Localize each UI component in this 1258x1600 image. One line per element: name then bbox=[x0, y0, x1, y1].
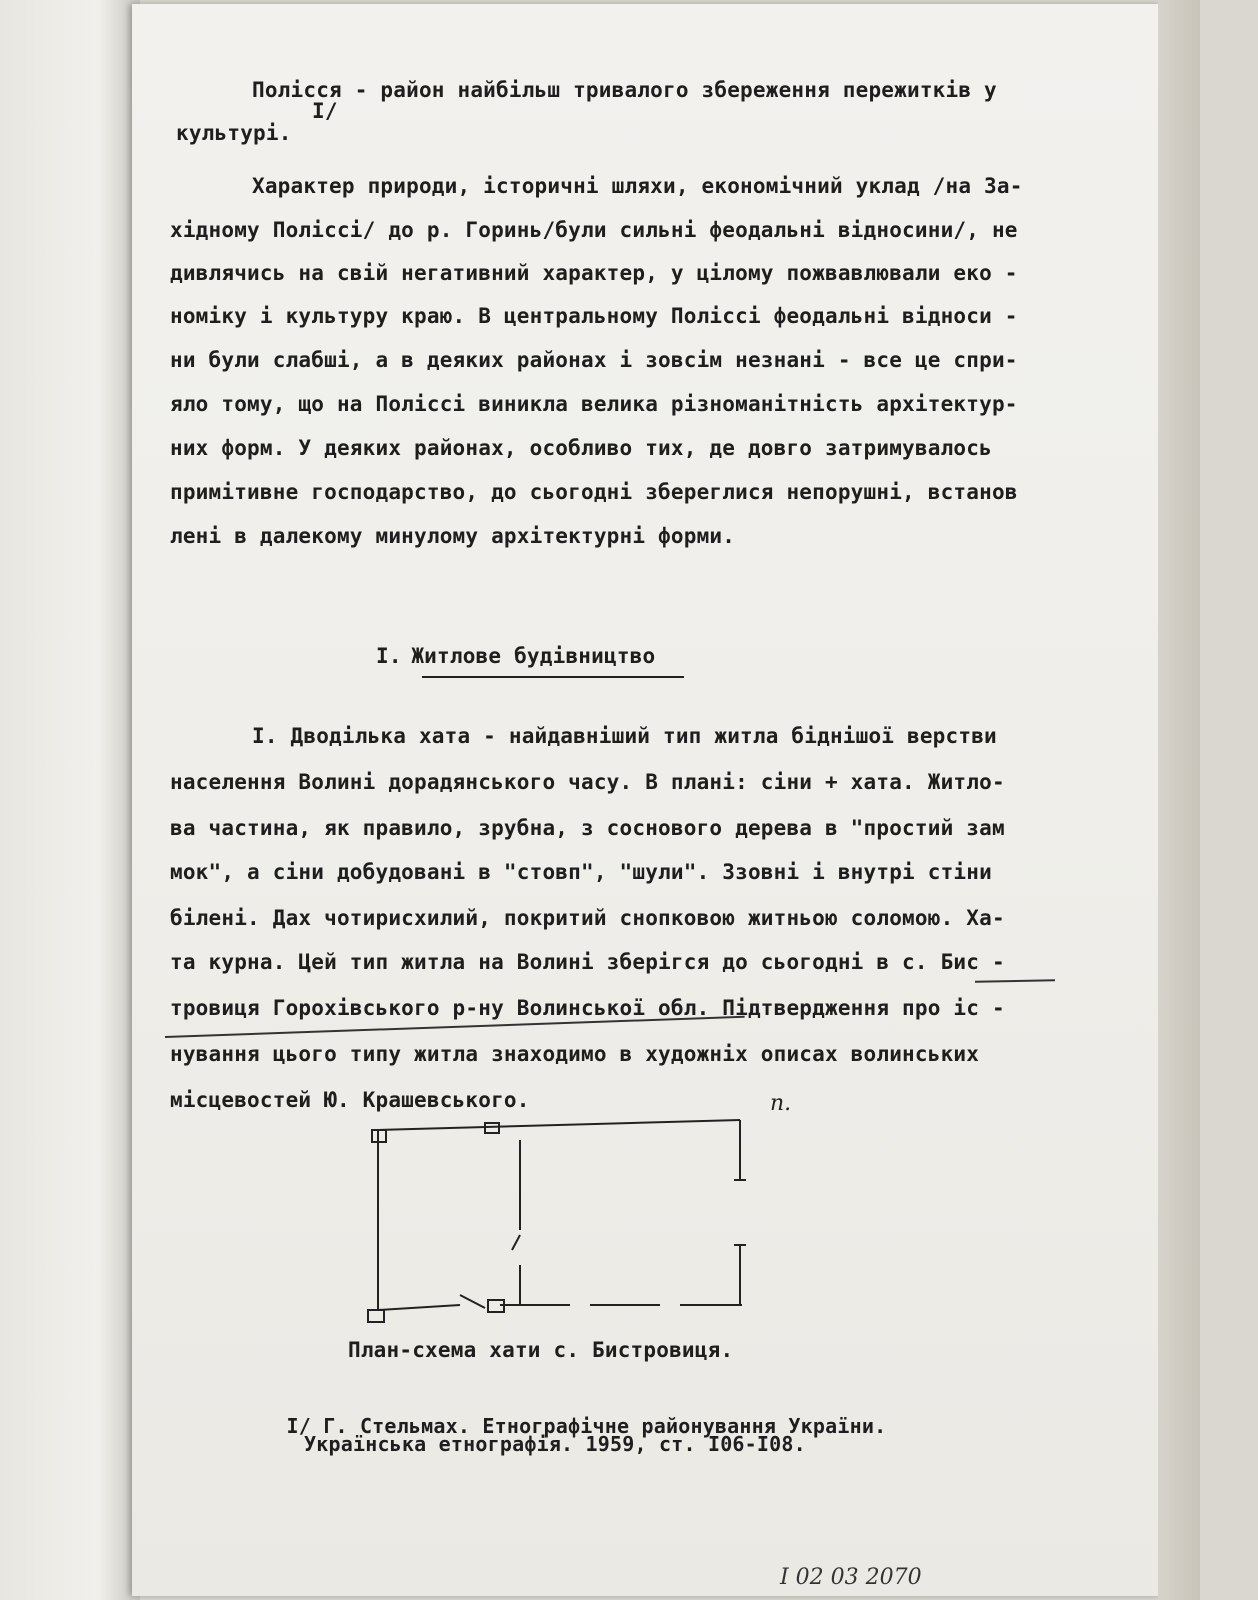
paragraph1-line: примітивне господарство, до сьогодні збереглися непорушні, встанов bbox=[170, 480, 1018, 504]
house-floor-plan bbox=[360, 1091, 792, 1330]
left-facing-page bbox=[0, 0, 140, 1600]
paragraph2-line: ва частина, як правило, зрубна, з соснового дерева в "простий зам bbox=[170, 816, 1005, 840]
figure-caption: План-схема хати с. Бистровиця. bbox=[348, 1338, 734, 1362]
plan-corner-post bbox=[368, 1310, 384, 1322]
paragraph1-line: ни були слабші, а в деяких районах і зовсім незнані - все це спри- bbox=[170, 348, 1018, 372]
intro-footnote-marker: I/ bbox=[312, 99, 338, 123]
section-title-underline bbox=[422, 676, 684, 678]
section-number: I. bbox=[376, 644, 402, 668]
footnote-line-1 bbox=[262, 1396, 1172, 1436]
paragraph1-line: дивлячись на свій негативний характер, у цілому пожвавлювали еко - bbox=[170, 261, 1018, 285]
section-heading bbox=[376, 646, 655, 667]
paragraph1-line: номіку і культуру краю. В центральному Поліссі феодальні відноси - bbox=[170, 304, 1018, 328]
plan-entrance-door bbox=[460, 1295, 485, 1308]
paragraph2-line: мок", а сіни добудовані в "стовп", "шули". Ззовні і внутрі стіни bbox=[170, 860, 992, 884]
plan-door-swing bbox=[512, 1235, 520, 1250]
paragraph2-line: тровиця Горохівського р-ну Волинської обл. Підтвердження про іс - bbox=[170, 996, 1005, 1020]
footnote-marker: I/ bbox=[286, 1414, 311, 1438]
paragraph1-line: лені в далекому минулому архітектурні форми. bbox=[170, 524, 736, 548]
paragraph2-line: білені. Дах чотирисхилий, покритий снопковою житньою соломою. Ха- bbox=[170, 906, 1005, 930]
svg-text:п.: п. bbox=[770, 1091, 792, 1116]
paragraph2-line: I. Дводілька хата - найдавніший тип житла біднішої верстви bbox=[252, 724, 997, 748]
plan-post bbox=[485, 1123, 499, 1133]
paragraph2-line: місцевостей Ю. Крашевського. bbox=[170, 1088, 530, 1112]
paragraph2-line: нування цього типу житла знаходимо в художніх описах волинських bbox=[170, 1042, 980, 1066]
handwritten-page-marks: І 02 03 2070 bbox=[780, 1565, 922, 1590]
paragraph1-line: яло тому, що на Поліссі виникла велика різноманітність архітектур- bbox=[170, 392, 1018, 416]
footnote-text: Г. Стельмах. Етнографічне районування України. bbox=[323, 1414, 887, 1438]
paragraph2-line: та курна. Цей тип житла на Волині зберігся до сьогодні в с. Бис - bbox=[170, 950, 1005, 974]
paragraph1-line: них форм. У деяких районах, особливо тих, де довго затримувалось bbox=[170, 436, 992, 460]
footnote-line-2: Українська етнографія. 1959, ст. I06-I08. bbox=[304, 1432, 806, 1456]
intro-line-2: культурі. bbox=[176, 121, 292, 145]
plan-wall-top bbox=[378, 1120, 740, 1130]
paragraph2-line: населення Волині дорадянського часу. В плані: сіни + хата. Житло- bbox=[170, 770, 1005, 794]
intro-line-1: Полісся - район найбільш тривалого збереження пережитків у bbox=[252, 78, 997, 102]
plan-wall-bottom-left bbox=[378, 1305, 460, 1310]
paragraph1-line: хідному Поліссі/ до р. Горинь/були сильні феодальні відносини/, не bbox=[170, 218, 1018, 242]
section-title: Житлове будівництво bbox=[411, 644, 656, 668]
paragraph1-line: Характер природи, історичні шляхи, економічний уклад /на За- bbox=[252, 174, 1023, 198]
